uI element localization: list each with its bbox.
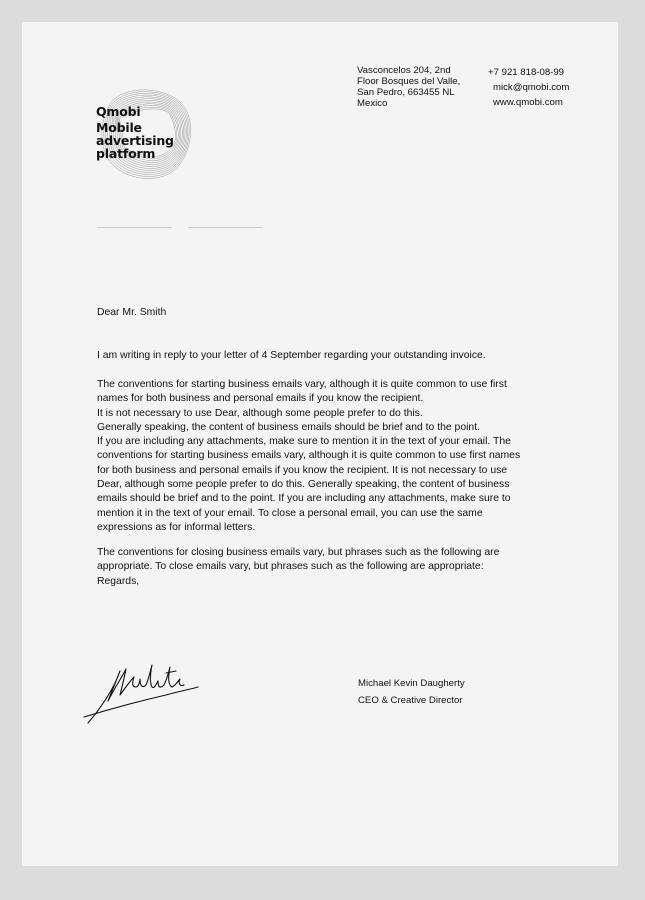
address-line: San Pedro, 663455 NL [357,87,455,98]
website-url: www.qmobi.com [493,97,563,108]
body-line: emails should be brief and to the point. If you are including any attachments, make sure to [97,493,511,505]
body-line: Generally speaking, the content of business emails should be brief and to the point. [97,421,480,433]
salutation: Dear Mr. Smith [97,307,167,318]
body-line: If you are including any attachments, make sure to mention it in the text of your email. The [97,436,511,448]
address-line: Mexico [357,98,388,109]
address-line: Vasconcelos 204, 2nd [357,65,451,76]
reference-field-line [97,227,172,228]
closing-line: Regards, [97,575,140,587]
logo-tagline-line-2: advertising [96,133,174,148]
closing-paragraph [97,546,527,589]
body-line: names for both business and personal emails if you know the recipient. [97,393,424,405]
body-line: Dear, although some people prefer to do this. Generally speaking, the content of business [97,479,510,491]
date-field-line [188,227,262,228]
closing-line: The conventions for closing business emails vary, but phrases such as the following are [97,547,500,558]
handwritten-signature [80,657,200,727]
address-line: Floor Bosques del Valle, [357,76,461,87]
body-line: mention it in the text of your email. To close a personal email, you can use the same [97,507,483,519]
logo-tagline-line-1: Mobile [96,120,142,135]
body-line: expressions as for informal letters. [97,521,256,533]
signer-name: Michael Kevin Daugherty [358,678,465,689]
body-line: for both business and personal emails if you know the recipient. It is not necessary to use [97,464,508,476]
body-line: It is not necessary to use Dear, although some people prefer to do this. [97,407,423,419]
company-logo [90,80,225,190]
logo-wordmark [96,104,174,160]
logo-tagline-line-3: platform [96,146,156,161]
intro-paragraph: I am writing in reply to your letter of 4 September regarding your outstanding invoice. [97,350,486,361]
closing-line: appropriate. To close emails vary, but phrases such as the following are appropriate: [97,561,484,573]
body-line: The conventions for starting business emails vary, although it is quite common to use first [97,379,507,390]
body-line: conventions for starting business emails vary, although it is quite common to use first names [97,450,521,462]
company-address [357,65,460,109]
body-paragraph [97,378,527,535]
email-address: mick@qmobi.com [493,82,570,93]
phone-number: +7 921 818-08-99 [488,67,565,78]
signer-block [358,675,465,709]
signer-title: CEO & Creative Director [358,695,463,706]
letter-sheet [22,22,618,866]
company-contacts [488,65,569,110]
logo-brand-name: Qmobi [96,104,141,119]
